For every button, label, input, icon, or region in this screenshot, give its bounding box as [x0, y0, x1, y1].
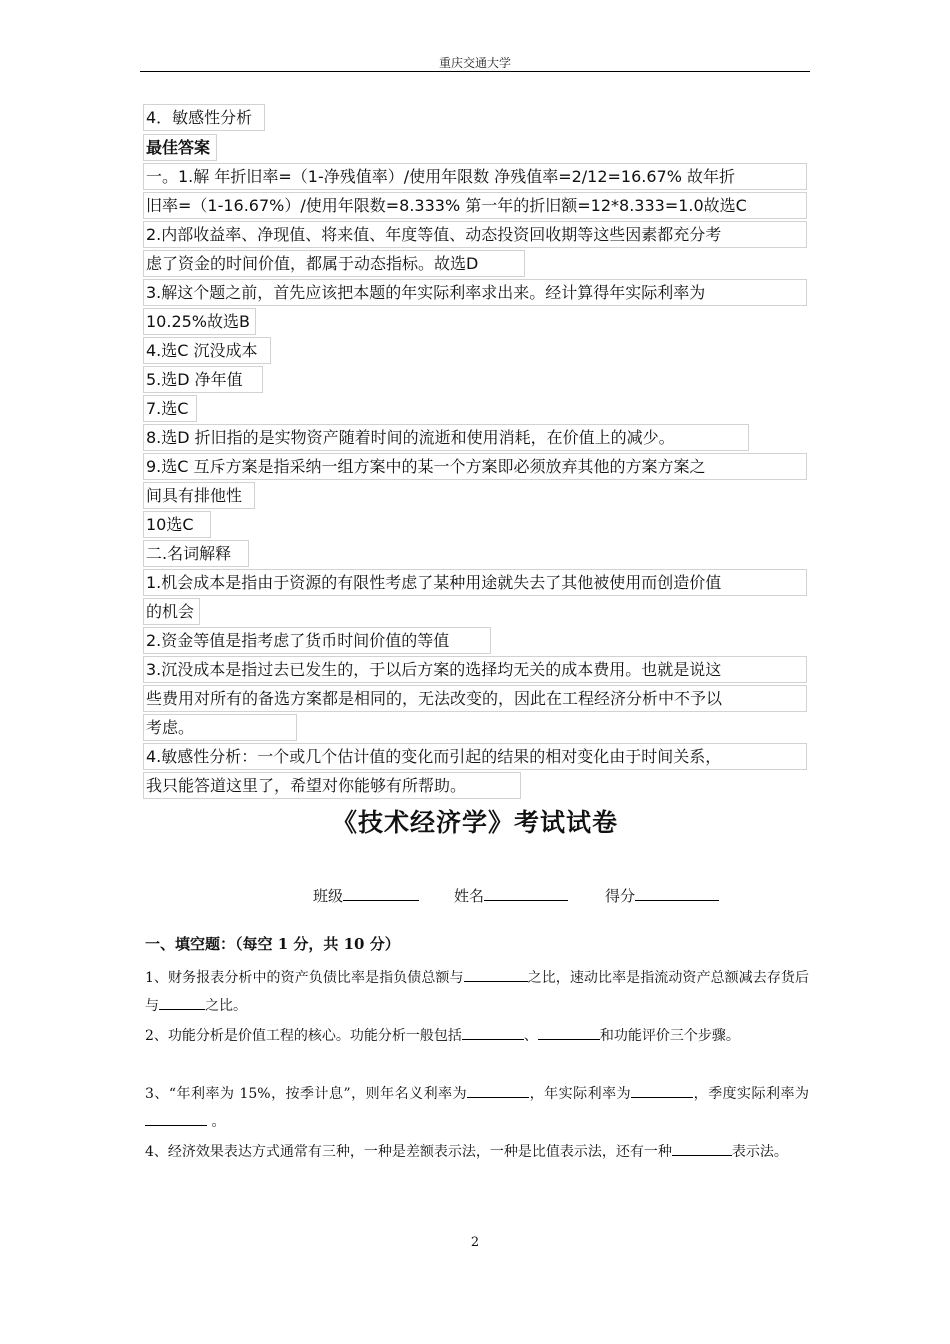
answer-line: 1.机会成本是指由于资源的有限性考虑了某种用途就失去了其他被使用而创造价值 — [143, 569, 807, 596]
answer-blank — [462, 1024, 524, 1040]
name-blank — [484, 884, 568, 901]
answer-line: 3.沉没成本是指过去已发生的，于以后方案的选择均无关的成本费用。也就是说这 — [143, 656, 807, 683]
class-label: 班级 — [313, 887, 344, 905]
score-field — [605, 884, 719, 906]
answer-blank — [467, 1082, 529, 1098]
answer-line: 10选C — [143, 511, 211, 538]
answer-line: 8.选D 折旧指的是实物资产随着时间的流逝和使用消耗，在价值上的减少。 — [143, 424, 749, 451]
answer-line: 旧率=（1-16.67%）/使用年限数=8.333% 第一年的折旧额=12*8.333=1.0故选C — [143, 192, 807, 219]
answer-line: 二.名词解释 — [143, 540, 249, 567]
answer-blank — [631, 1082, 693, 1098]
answer-blank — [159, 994, 205, 1010]
answer-blank — [672, 1140, 702, 1156]
answer-line: 一。1.解 年折旧率=（1-净残值率）/使用年限数 净残值率=2/12=16.67% 故年折 — [143, 163, 807, 190]
page-number: 2 — [470, 1235, 480, 1250]
question-2: 2、功能分析是价值工程的核心。功能分析一般包括 、 和功能评价三个步骤。 — [145, 1022, 809, 1050]
answer-line: 4．敏感性分析 — [143, 104, 265, 131]
answer-heading: 最佳答案 — [143, 134, 217, 161]
answer-line: 2.内部收益率、净现值、将来值、年度等值、动态投资回收期等这些因素都充分考 — [143, 221, 807, 248]
page-header: 重庆交通大学 — [438, 56, 511, 70]
answer-line: 10.25%故选B — [143, 308, 256, 335]
score-label: 得分 — [605, 887, 636, 905]
answer-line: 9.选C 互斥方案是指采纳一组方案中的某一个方案即必须放弃其他的方案方案之 — [143, 453, 807, 480]
class-blank — [343, 884, 419, 901]
answer-line: 4.选C 沉没成本 — [143, 337, 271, 364]
section-title: 一、填空题：（每空 1 分，共 10 分） — [145, 935, 400, 953]
answer-blank — [464, 966, 528, 982]
answer-line: 虑了资金的时间价值，都属于动态指标。故选D — [143, 250, 525, 277]
answer-line: 4.敏感性分析：一个或几个估计值的变化而引起的结果的相对变化由于时间关系， — [143, 743, 807, 770]
answer-line: 些费用对所有的备选方案都是相同的，无法改变的，因此在工程经济分析中不予以 — [143, 685, 807, 712]
answer-line: 我只能答道这里了，希望对你能够有所帮助。 — [143, 772, 521, 799]
answer-line: 2.资金等值是指考虑了货币时间价值的等值 — [143, 627, 491, 654]
answer-line: 3.解这个题之前，首先应该把本题的年实际利率求出来。经计算得年实际利率为 — [143, 279, 807, 306]
answer-line: 考虑。 — [143, 714, 297, 741]
answer-line: 间具有排他性 — [143, 482, 255, 509]
answer-blank — [538, 1024, 600, 1040]
exam-title: 《技术经济学》考试试卷 — [331, 808, 618, 837]
answer-blank — [702, 1140, 732, 1156]
name-field — [454, 884, 568, 906]
answer-line: 的机会 — [143, 598, 200, 625]
answer-section — [143, 104, 810, 801]
question-4: 4、经济效果表达方式通常有三种，一种是差额表示法，一种是比值表示法，还有一种 表示法。 — [145, 1138, 809, 1166]
class-field — [313, 884, 419, 906]
score-blank — [635, 884, 719, 901]
question-3: 3、“年利率为 15%，按季计息”，则年名义利率为 ，年实际利率为 ，季度实际利率为 。 — [145, 1080, 809, 1136]
header-rule — [140, 71, 810, 72]
name-label: 姓名 — [454, 887, 485, 905]
question-1: 1、财务报表分析中的资产负债比率是指负债总额与 之比，速动比率是指流动资产总额减去存货后与 之比。 — [145, 964, 809, 1020]
answer-line: 5.选D 净年值 — [143, 366, 263, 393]
student-info-row — [0, 884, 950, 908]
answer-blank — [145, 1110, 207, 1126]
answer-line: 7.选C — [143, 395, 197, 422]
